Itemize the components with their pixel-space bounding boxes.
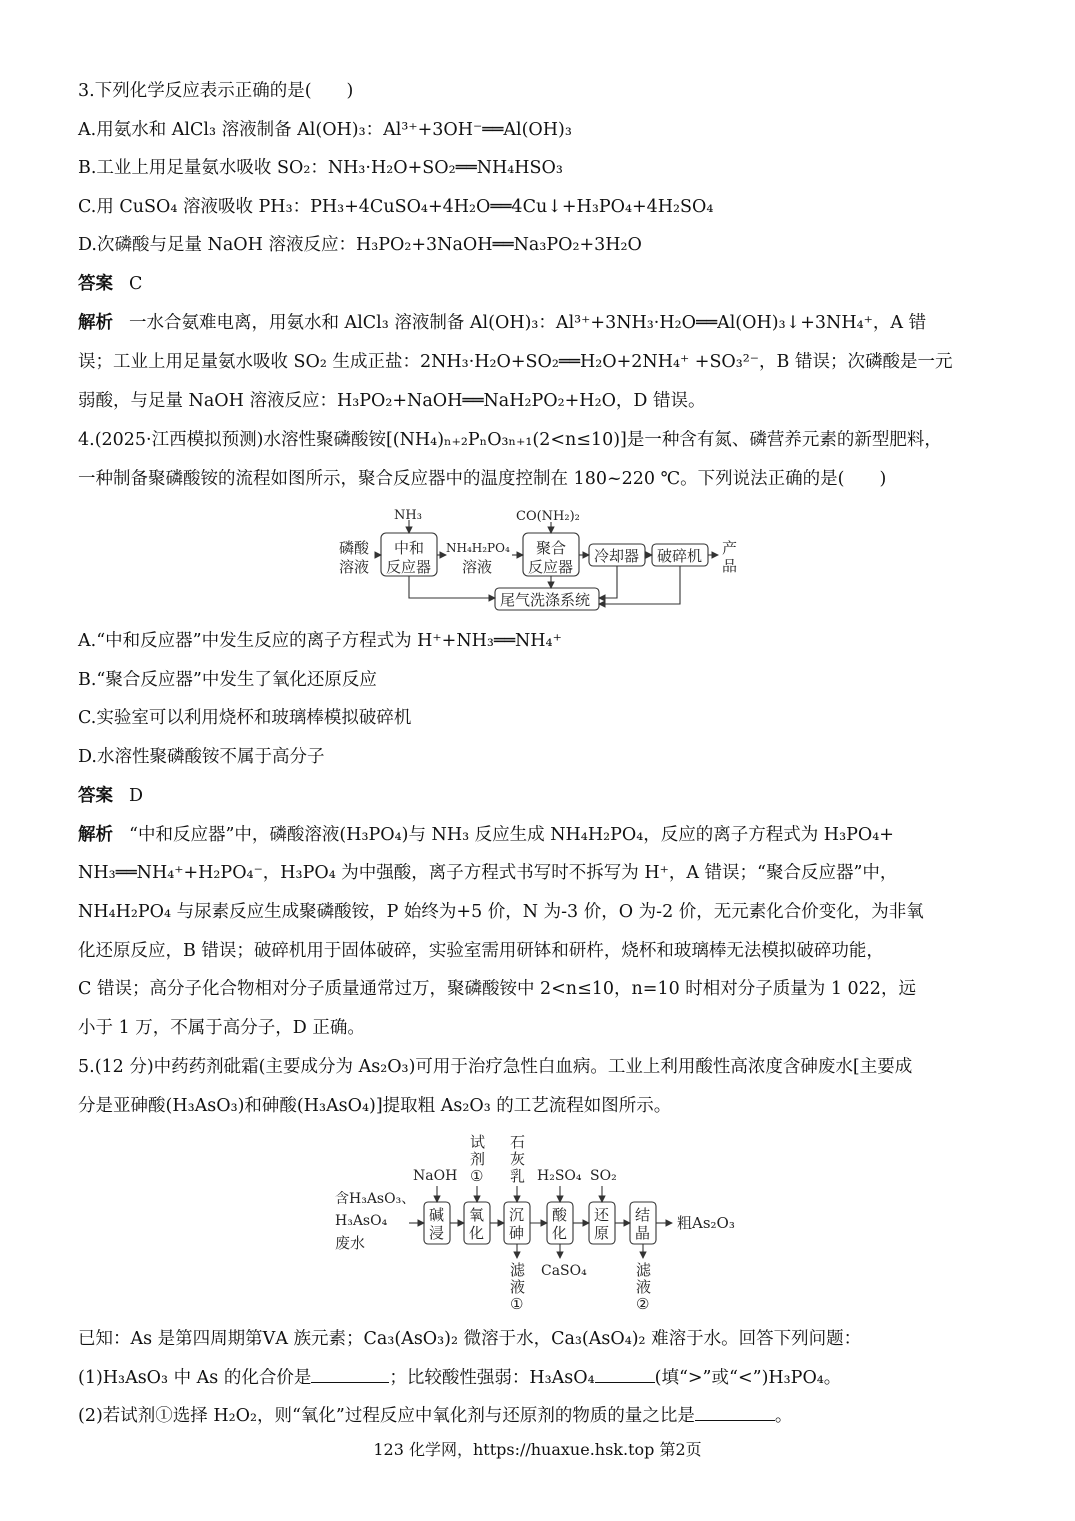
- flow-label: 磷酸: [339, 539, 370, 557]
- flow-label: CaSO₄: [541, 1263, 587, 1279]
- analysis-label: 解析: [78, 825, 113, 845]
- answer-value: D: [129, 786, 144, 806]
- flow-label: 聚合: [536, 539, 567, 557]
- q5-sub1: (1)H₃AsO₃ 中 As 的化合价是 ；比较酸性强弱：H₃AsO₄ (填“>”或“<”)H₃PO₄。: [78, 1368, 842, 1388]
- flow-label: 滤: [510, 1261, 526, 1279]
- flow-label: H₂SO₄: [537, 1168, 582, 1184]
- flow-label: 反应器: [386, 558, 432, 576]
- answer-label: 答案: [78, 786, 113, 806]
- flow-label: 乳: [510, 1167, 526, 1185]
- flow-label: 氧: [469, 1206, 485, 1224]
- flow-label: 粗As₂O₃: [677, 1214, 735, 1232]
- q4-analysis-line: NH₃══NH₄⁺+H₂PO₄⁻，H₃PO₄ 为中强酸，离子方程式书写时不拆写为 H⁺，A 错误；“聚合反应器”中，: [78, 863, 898, 883]
- q3-option-d: D.次磷酸与足量 NaOH 溶液反应：H₃PO₂+3NaOH══Na₃PO₂+3H₂O: [78, 235, 642, 255]
- flow-label: ②: [636, 1295, 650, 1313]
- flow-label: 试: [470, 1133, 486, 1151]
- flow-label: 中和: [394, 539, 425, 557]
- q4-analysis-line: 化还原反应，B 错误；破碎机用于固体破碎，实验室需用研钵和研杵，烧杯和玻璃棒无法模拟破碎功能，: [78, 941, 884, 961]
- flow-label: 产: [722, 539, 738, 557]
- flow-label: H₃AsO₄: [335, 1213, 388, 1229]
- q3-option-b: B.工业上用足量氨水吸收 SO₂：NH₃·H₂O+SO₂══NH₄HSO₃: [78, 158, 563, 178]
- answer-blank[interactable]: [311, 1368, 389, 1383]
- q3-analysis-line: 误；工业上用足量氨水吸收 SO₂ 生成正盐：2NH₃·H₂O+SO₂══H₂O+2NH₄⁺ +SO₃²⁻，B 错误；次磷酸是一元: [78, 352, 953, 372]
- answer-value: C: [129, 274, 143, 294]
- page-footer: 123 化学网，https://huaxue.hsk.top 第2页: [373, 1440, 702, 1459]
- q5-sub2: (2)若试剂①选择 H₂O₂，则“氧化”过程反应中氧化剂与还原剂的物质的量之比是 。: [78, 1406, 793, 1426]
- flow-label: 含H₃AsO₃、: [335, 1191, 416, 1207]
- flow-label: 石: [510, 1133, 526, 1151]
- flow-label: 尾气洗涤系统: [500, 591, 591, 609]
- q3-analysis-line: 弱酸，与足量 NaOH 溶液反应：H₃PO₂+NaOH══NaH₂PO₂+H₂O，D 错误。: [78, 391, 706, 411]
- flow-label: 滤: [636, 1261, 652, 1279]
- answer-blank[interactable]: [595, 1368, 655, 1383]
- flow-label: 破碎机: [657, 547, 703, 565]
- flow-label: 原: [594, 1224, 610, 1242]
- q4-stem: 4.(2025·江西模拟预测)水溶性聚磷酸铵[(NH₄)ₙ₊₂PₙO₃ₙ₊₁(2<n≤10)]是一种含有氮、磷营养元素的新型肥料，: [78, 430, 942, 450]
- flow-label: 反应器: [528, 558, 574, 576]
- flow-label: 沉: [509, 1206, 525, 1224]
- flow-label: 浸: [429, 1224, 445, 1242]
- flow-label: 冷却器: [594, 547, 640, 565]
- q3-option-c: C.用 CuSO₄ 溶液吸收 PH₃：PH₃+4CuSO₄+4H₂O══4Cu↓+H₃PO₄+4H₂SO₄: [78, 197, 714, 217]
- flow-label: 剂: [470, 1150, 486, 1168]
- flow-label: SO₂: [590, 1168, 617, 1184]
- flow-label: 废水: [335, 1234, 366, 1252]
- flow-label: 碱: [429, 1206, 445, 1224]
- q5-stem: 分是亚砷酸(H₃AsO₃)和砷酸(H₃AsO₄)]提取粗 As₂O₃ 的工艺流程如图所示。: [78, 1096, 672, 1116]
- flow-label: 砷: [509, 1224, 525, 1242]
- flow-label: 化: [469, 1224, 485, 1242]
- flow-label: 溶液: [339, 558, 370, 576]
- q3-option-a: A.用氨水和 AlCl₃ 溶液制备 Al(OH)₃：Al³⁺+3OH⁻══Al(OH)₃: [78, 120, 572, 140]
- q4-option-b: B.“聚合反应器”中发生了氧化还原反应: [78, 670, 377, 690]
- analysis-label: 解析: [78, 313, 113, 333]
- answer-blank[interactable]: [695, 1406, 775, 1421]
- q4-analysis-line: NH₄H₂PO₄ 与尿素反应生成聚磷酸铵，P 始终为+5 价，N 为-3 价，O 为-2 价，无元素化合价变化，为非氧: [78, 902, 924, 922]
- flow-label: ①: [510, 1295, 524, 1313]
- q4-analysis-line: 解析 “中和反应器”中，磷酸溶液(H₃PO₄)与 NH₃ 反应生成 NH₄H₂PO₄，反应的离子方程式为 H₃PO₄+: [78, 825, 894, 845]
- q4-analysis-line: C 错误；高分子化合物相对分子质量通常过万，聚磷酸铵中 2<n≤10，n=10 时相对分子质量为 1 022，远: [78, 979, 916, 999]
- flow-label: 酸: [552, 1206, 568, 1224]
- flow-label: 液: [510, 1278, 526, 1296]
- flow-label: NaOH: [413, 1168, 458, 1184]
- q4-option-c: C.实验室可以利用烧杯和玻璃棒模拟破碎机: [78, 708, 412, 728]
- flow-label: 液: [636, 1278, 652, 1296]
- flow-label: 结: [635, 1206, 651, 1224]
- flow-label: 灰: [510, 1150, 526, 1168]
- flow-label: NH₄H₂PO₄: [446, 541, 510, 555]
- q4-analysis-line: 小于 1 万，不属于高分子，D 正确。: [78, 1018, 365, 1038]
- q4-option-a: A.“中和反应器”中发生反应的离子方程式为 H⁺+NH₃══NH₄⁺: [78, 631, 562, 651]
- flow-label: 化: [552, 1224, 568, 1242]
- flow-label: CO(NH₂)₂: [516, 509, 580, 524]
- flow-label: 品: [722, 557, 738, 575]
- q3-stem: 3.下列化学反应表示正确的是( ): [78, 81, 354, 101]
- q3-analysis-line: 解析 一水合氨难电离，用氨水和 AlCl₃ 溶液制备 Al(OH)₃：Al³⁺+3NH₃·H₂O══Al(OH)₃↓+3NH₄⁺，A 错: [78, 313, 927, 333]
- flow-label: 晶: [635, 1224, 651, 1242]
- q5-known: 已知：As 是第四周期第ⅤA 族元素；Ca₃(AsO₃)₂ 微溶于水，Ca₃(AsO₄)₂ 难溶于水。回答下列问题：: [78, 1329, 862, 1349]
- q4-option-d: D.水溶性聚磷酸铵不属于高分子: [78, 747, 325, 767]
- answer-label: 答案: [78, 274, 113, 294]
- q4-stem: 一种制备聚磷酸铵的流程如图所示，聚合反应器中的温度控制在 180~220 ℃。下列说法正确的是( ): [78, 469, 887, 489]
- flow-label: NH₃: [394, 508, 422, 523]
- flow-label: 还: [594, 1206, 610, 1224]
- flow-label: 溶液: [462, 558, 493, 576]
- flow-label: ①: [470, 1167, 484, 1185]
- q5-stem: 5.(12 分)中药药剂砒霜(主要成分为 As₂O₃)可用于治疗急性白血病。工业上利用酸性高浓度含砷废水[主要成: [78, 1057, 913, 1077]
